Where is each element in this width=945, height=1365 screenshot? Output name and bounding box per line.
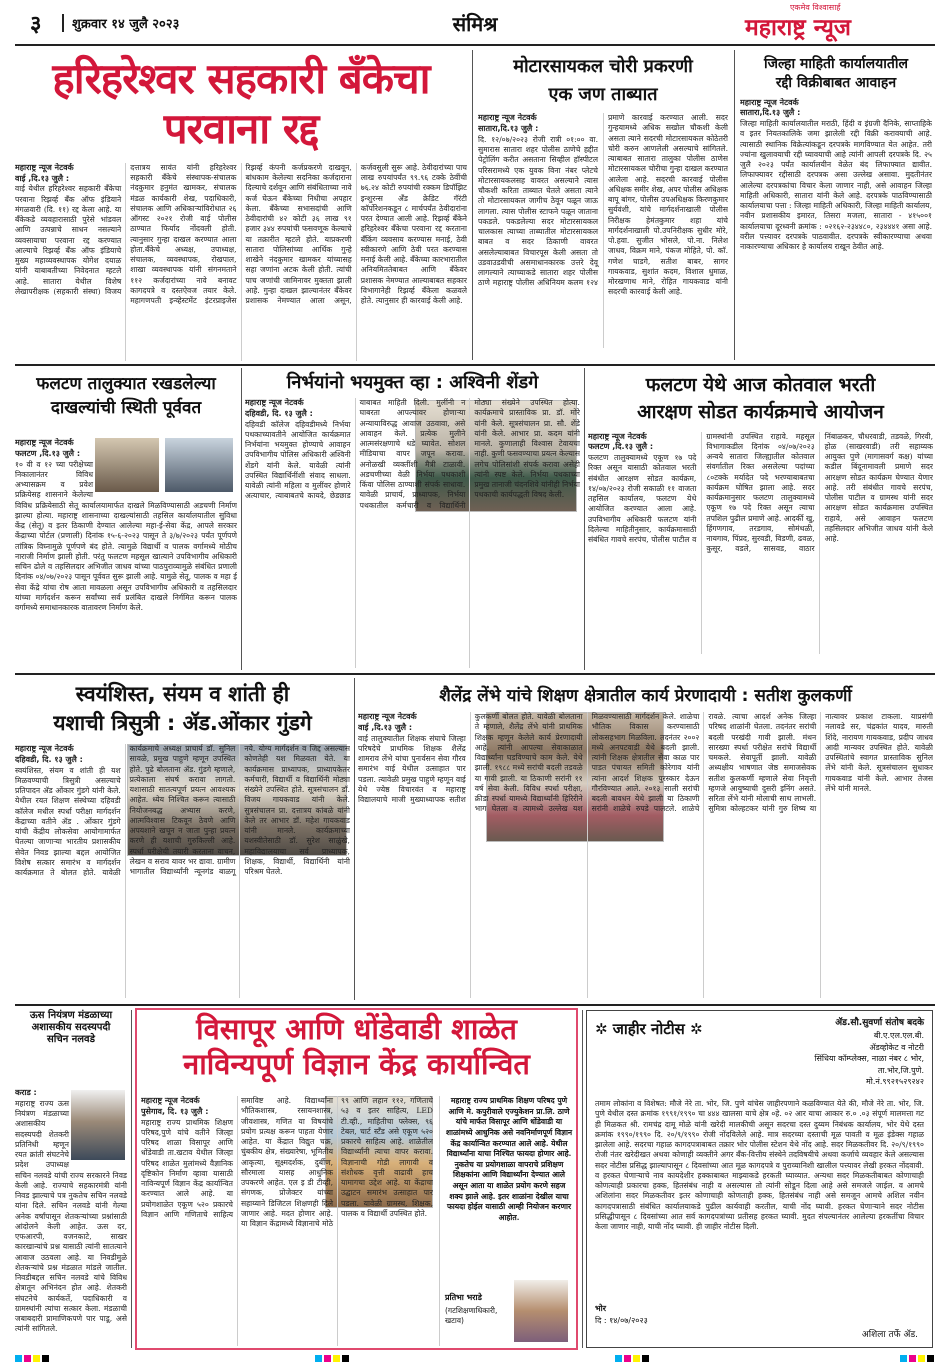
sugarcane-body bbox=[15, 1088, 127, 1346]
motorcycle-text: दि. १२/०७/२०२३ रोजी रात्री ०१:०० वा. सुमारास सातारा शहर पोलीस ठाणेचे हद्दीत पेट्रोलिंग करीत असताना सिव्हील हॉस्पीटल परिसरामध्ये एक युवक विना नंबर प्लेटचे मोटारसायकलसह वावरत असल्याने त्यास चौकशी करिता ताब्यात घेतले असता त्याने तो मोटारसायकल जागीच ठेवून पळून जाऊ लागला. त्यास पोलीस स्टाफने पळून जाताना पकडले. पकडलेल्या सदर मोटारसायकल चालकास त्याच्या ताब्यातील मोटारसायकल बाबत व सदर ठिकाणी वावरत असलेल्याबाबत विचारपूस केली असता तो उडवाउडवीची असमाधानकारक उत्तरे देवू लागल्याने त्याच्याकडे सातारा शहर पोलीस ठाणे महाराष्ट्र पोलीस अधिनियम कलम १२४ प्रमाणे कारवाई करण्यात आली. सदर गुन्हयामध्ये अधिक सखोल चौकशी केली असता त्याने सदरची मोटारसायकल कोठेतरी चोरी करुन आणलेली असल्याचे सांगितले. त्याबाबत सातारा तालुका पोलीस ठाणेस मोटारसायकल चोरीचा गुन्हा दाखल करण्यात आलेला आहे. सदरची कारवाई पोलीस अधिक्षक समीर शेख, अपर पोलीस अधिक्षक बापू बांगर, पोलीस उपअधिक्षक किरणकुमार सुर्यवंशी, यांचे मार्गदर्शनाखाली पोलीस निरीक्षक हेमंतकुमार शहा यांचे मार्गदर्शनाखाली पो.उपनिरीक्षक सुधीर मोरे, पो.हवा. सुजीत भोसले, पो.ना. निलेश जाधव, विक्रम माने, पंकज मोहिते, पो. कॉ. गणेश घाडगे, सतीश बाबर, सागर गायकवाड, सुशांत कदम, विशाल धुमाळ, मोरखणाथ माने, रोहित गायकवाड यांनी सदरची कारवाई केली आहे. bbox=[478, 113, 728, 297]
sugarcane-dateline: कराड : bbox=[15, 1088, 37, 1097]
kotwal-headline-2: आरक्षण सोडत कार्यक्रमाचे आयोजन bbox=[637, 400, 884, 423]
district-byline: महाराष्ट्र न्यूज नेटवर्क bbox=[740, 97, 799, 107]
motorcycle-headline-1: मोटारसायकल चोरी प्रकरणी bbox=[513, 56, 693, 77]
nirbhaya-byline: महाराष्ट्र न्यूज नेटवर्क bbox=[245, 398, 304, 407]
notice-mobile: मो.नं.९९२१५२९२४२ bbox=[866, 1077, 924, 1087]
article-sugarcane bbox=[15, 1010, 127, 1348]
kotwal-text: फलटण तालुक्यामध्ये एकूण १७ पदे रिक्त असून यासाठी कोतवाल भरती संबंधीत आरक्षण सोडत कार्यक्रम, १४/०७/२०२३ रोजी सकाळी ११ वाजता तहसिल कार्यालय, फलटण येथे आयोजित करण्यात आला आहे. उपविभागीय अधिकारी फलटण यांनी दिलेल्या माहितीनुसार, कार्यक्रमासाठी संबंधित गावचे सरपंच, पोलीस पाटील व ग्रामस्थांनी उपस्थित राहावे. महसूल विभागाकडील दिनांक ०४/०७/२०२३ अन्वये सातारा जिल्ह्यातील कोतवाल संवर्गातील रिक्त असलेल्या पदांच्या ८०टक्के मर्यादेत पदे भरण्याबाबतचा कार्यक्रम घोषित झाला आहे. सदर कार्यक्रमानुसार फलटण तालुक्यामध्ये एकूण १७ पदे रिक्त असून त्याचा तपशिल पुढील प्रमाणे आहे. आदर्की खु, हिंगणगाव, तरडगाव, सोमंथळी, नायगाव, पिंप्रद, सुरवडी, विडणी, ढवळ, कुसूर, वडले, सासवड, वाठार निंबाळकर, चौधरवाडी, तडवळे, गिरवी, होळ (साखरवाडी) तरी सहाय्यक आयुक्त पुणे (मागासवर्ग कक्ष) यांच्या कडील बिंदूनामावली प्रमाणे सदर आरक्षण सोडत कार्यक्रम घेण्यात येणार आहे. तरी संबंधीत गावचे सरपंच, पोलीस पाटील व ग्रामस्थ यांनी सदर आरक्षण सोडत कार्यक्रमास उपस्थित राहावे, असे आवाहन फलटण तहसिलदार अभिजीत जाधव यांनी केले आहे. bbox=[588, 431, 933, 554]
quote-caption-name: प्रतिभा भराडे bbox=[445, 1293, 482, 1302]
shailendra-body bbox=[358, 712, 933, 998]
article-selfdiscipline bbox=[15, 678, 350, 1000]
quote-caption-role: (गटशिक्षणाधिकारी, खटाव) bbox=[445, 1306, 498, 1325]
phaltan-doc-body bbox=[15, 438, 237, 668]
visapur-dateline: पुसेगाव, दि. १३ जुलै : bbox=[141, 1106, 209, 1116]
article-shailendra bbox=[358, 678, 933, 1000]
article-kotwal bbox=[588, 368, 933, 670]
phaltan-doc-text: १० वी व १२ च्या परीक्षेच्या निकालानंतर विविध अभ्यासक्रम व प्रवेश प्रक्रियेसह शासनाने केलेल्या विविध प्रक्रियेसाठी सेतू कार्यालयामार्फत दाखले मिळविण्यासाठी अडचणी निर्माण झाल्या होत्या. महाराष्ट्र शासनाच्या दाखल्यांसाठी तहसिल कार्यालयातील सुविधा केंद्र (सेतू) व इतर ठिकाणी देण्यात आलेल्या महा-ई-सेवा केंद्र, आपले सरकार केंद्राच्या पोर्टल (प्रणाली) दिनांक १५-६-२०२३ पासून ते ३/७/२०२३ पर्यंत पूर्णपणे तांत्रिक विघ्नामुळे पूर्णपणे बंद होते. त्यामुळे विद्यार्थी व पालक वर्गामध्ये मोठीच नाराजी निर्माण झाली होती. परंतु फलटण महसूल खात्याने उपविभागीय अधिकारी सचिन ढोले व तहसिलदार अभिजीत जाधव यांच्या पाठपुराव्यामुळे संबंधित प्रणाली दिनांक ०४/०७/२०२३ पासून पूर्ववत सुरू झाली आहे. यामुळे सेतू, पालक व महा ई सेवा केंद्रे यांचा रोष आता मावळला असून उपविभागीय अधिकारी व तहसिलदार यांच्या मार्गदर्शन करून सर्वांच्या सर्व प्रलंबित दाखले निर्गमित करून पालक वर्गामध्ये समाधानकारक वातावरण निर्माण केले. bbox=[15, 459, 237, 613]
notice-advocate-role: ॲडव्होकेट व नोटरी bbox=[869, 1042, 924, 1052]
page-header bbox=[0, 0, 945, 46]
visapur-byline: महाराष्ट्र न्यूज नेटवर्क bbox=[141, 1096, 200, 1105]
motorcycle-byline: महाराष्ट्र न्यूज नेटवर्क bbox=[478, 113, 537, 123]
bank-body bbox=[15, 163, 467, 361]
notice-title: ✲ जाहीर नोटीस ✲ bbox=[595, 1020, 703, 1038]
district-headline-1: जिल्हा माहिती कार्यालयातील bbox=[764, 56, 908, 72]
header-rule bbox=[15, 44, 935, 46]
kotwal-byline: महाराष्ट्र न्यूज नेटवर्क bbox=[588, 431, 647, 441]
visapur-quote-box bbox=[439, 1096, 573, 1346]
motorcycle-body bbox=[478, 113, 728, 348]
notice-body: तमाम लोकांना व विशेषत: मौजे नेरे ता. भोर, जि. पुणे यांचेस जाहीरपणाने कळविण्यात येते की, मौजे नेरे ता. भोर, जि. पुणे येथील दस्त क्रमांक १९९१/१९९० चा ४४४ खालसा याचे क्षेत्र ०हे. ०२ आर याचा आकार रु.० .०३ संपूर्ण मालमत्ता गट ही मिळकत श्री. रामचंद्र दामू मोळे यांनी खरेदी मालकीची असून सदरचा दस्त दुय्यम निबंधक कार्यालय, भोर येथे दस्त क्रमांक १९९०/१९९० दि. २०/९/१९९० रोजी नोंदविलेले आहे. मात्र सदरच्या दस्ताची मूळ पावती व मूळ इंडेक्स गहाळ झालेला आहे. सदरचा गहाळ कागदपत्राबाबत तक्रार भोर पोलीस स्टेशन येथे नोंद आहे. सदर मिळकतीवर दि. २०/९/१९९० रोजी नंतर खरेदीखत अथवा कोणाही व्यक्तीने अगर बँक-वित्तीय संस्थेने तदविषयीचे अथवा कर्जाचे व्यवहार केले असल्यास सदर नोटीस प्रसिद्ध झाल्यापासून ८ दिवसांच्या आत मूळ कागदपत्रे व पुराव्यानिशी खालील पत्त्यावर लेखी हरकत नोंदवावी. व हरकत घेणाऱ्याचे नाव कायदेशीर हक्काबाबत माझ्याकडे हरकती घ्याव्यात. अन्यथा सदर मिळकतीबाबत कोणाचाही कोणत्याही प्रकारचा हक्क, हितसंबंध नाही व असल्यास तो त्यांनी सोडून दिला आहे असे समजले जाईल. व आमचे अशिलांना सदर मिळकतीवर इतर कोणाचाही कोणताही हक्क, हितसंबंध नाही असे समजून आमचे अशिल नवीन कागदपत्रासाठी संबंधित कार्यालयाकडे पुढील कार्यवाही करतील, याची नोंद घ्यावी. हरकत घेणाऱ्याने सदर नोटीस प्रसिद्धीपासून ८ दिवसांच्या आत सर्व कागदपत्रांच्या प्रतीसह हरकत घ्यावी. मुदत संपल्यानंतर आलेल्या हरकतींचा विचार केला जाणार नाही, याची नोंद घ्यावी. ही जाहीर नोटीस दिली. bbox=[595, 1099, 924, 1231]
registration-strip bbox=[15, 1355, 935, 1363]
phaltan-doc-byline: महाराष्ट्र न्यूज नेटवर्क bbox=[15, 438, 74, 447]
phaltan-doc-dateline: फलटण ,दि.१३ जुलै : bbox=[15, 448, 81, 458]
nirbhaya-text: दहिवडी कॉलेज दहिवडीमध्ये निर्भया पथकाच्यावतीने आयोजित कार्यक्रमात निर्भयांना भयमुक्त होण्याचे आवाहन उपविभागीय पोलिस अधिकारी अश्विनी शेंडगे यांनी केले. यावेळी त्यांनी उपस्थित विद्यार्थिनींशी संवाद साधला. यावेळी त्यांनी महिला व मुलींवर होणारे अत्याचार, त्याबाबतचे कायदे, छेडछाड याबाबत माहिती दिली. मुलींनी न घाबरता आपल्यावर होणाऱ्या अन्यायाविरुद्ध आवाज उठवावा, असे आवाहन केले. प्रत्येक मुलीने आत्मसंरक्षणाचे धडे घ्यावेत. सोशल मीडियाचा वापर जपून करावा. अनोळखी व्यक्तींशी मैत्री टाळावी. अडचणीच्या वेळी निर्भया पथकाशी किंवा पोलिस ठाण्याशी संपर्क साधावा. यावेळी प्राचार्य, प्राध्यापक, निर्भया पथकातील कर्मचारी व विद्यार्थिनी मोठ्या संख्येने उपस्थित होत्या. कार्यक्रमाचे प्रास्ताविक प्रा. डॉ. मोरे यांनी केले. सूत्रसंचालन प्रा. सौ. शेंडे यांनी केले. आभार प्रा. कदम यांनी मानले. कुणालाही विश्वास टेवायचा नाही. कुणी फसवण्याचा प्रयत्न केल्यास लगेच पोलिसांशी संपर्क करावा असेही त्यांनी स्पष्ट केले. निर्भया पथकाच्या प्रमुख तानाजी चंदनशिवे यांनीही निर्भया पथकाची कार्यपद्धती विषद केली. bbox=[245, 398, 580, 510]
sugarcane-headline-2: अशासकीय सदस्यपदी bbox=[31, 1022, 111, 1033]
masthead-logo: महाराष्ट्र न्यूज bbox=[745, 15, 851, 41]
selfdiscipline-text: स्वयंशिस्त, संयम व शांती ही यश मिळवण्याची त्रिसुत्री असल्याचे प्रतिपादन ॲड ओंकार गुंडगे यांनी केले. येथील रयत शिक्षण संस्थेच्या दहिवडी कॉलेज मधील स्पर्धा परीक्षा मार्गदर्शन केंद्राच्या वतीने ॲड . ओंकार गुंडगे यांची केंद्रीय लोकसेवा आयोगामार्फत घेतल्या जाणाऱ्या भारतीय प्रशासकीय सेवेत निवड झाल्या बद्दल आयोजित विशेष सत्कार समारंभ व मार्गदर्शन कार्यक्रमात ते बोलत होते. यावेळी कार्यक्रमाचे अध्यक्ष प्राचार्य डॉ. सुनिल सावळे, प्रमुख पाहुणे म्हणून उपस्थित होते. पुढे बोलताना ॲड. गुंडगे म्हणाले, प्रत्येकाला संघर्ष करावा लागतो. यशासाठी सातत्यपूर्ण प्रयत्न आवश्यक आहेत. ध्येय निश्चित करून त्यासाठी नियोजनबद्ध अभ्यास करणे, आत्मविश्वास टिकवून ठेवणे आणि अपयशाने खचून न जाता पुन्हा प्रयत्न करणे ही यशाची गुरुकिल्ली आहे. स्पर्धा परीक्षेची तयारी करताना वाचन, लेखन व सराव यावर भर द्यावा. ग्रामीण भागातील विद्यार्थ्यांनी न्यूनगंड बाळगू नये. योग्य मार्गदर्शन व जिद्द असल्यास कोणतेही यश मिळवता येते. या कार्यक्रमास प्राध्यापक, प्राध्यापकेतर कर्मचारी, विद्यार्थी व विद्यार्थिनी मोठ्या संख्येने उपस्थित होते. सूत्रसंचालन डॉ. विजय गायकवाड यांनी केले. सुत्रसंचालन प्रा. दत्तात्रय कांबळे यांनी केले तर आभार डॉ. महेश गायकवाड यांनी मानले. कार्यक्रमाच्या यशस्वीतेसाठी डॉ. सुरेश साळुंखे, महाविद्यालयाचा सर्व प्राध्यापक, शिक्षक, विद्यार्थी, विद्यार्थिनी यांनी परिश्रम घेतले. bbox=[15, 744, 350, 878]
kotwal-headline-1: फलटण येथे आज कोतवाल भरती bbox=[645, 374, 876, 396]
notice-signature: अशिला तर्फे ॲड. bbox=[861, 1330, 918, 1340]
visapur-quote-text: महाराष्ट्र राज्य प्राथमिक शिक्षण परिषद पुणे आणि मे. कपुरीवाले एज्युकेशन प्रा.लि. ठाणे यांचे मार्फत विसापूर आणि धोंडेवाडी या शाळांमध्ये आधुनिक असे नवनिर्माणपूर्ण विज्ञान केंद्र कार्यान्वित करण्यात आले आहे. येथील विद्यार्थ्यांना याचा निश्चित फायदा होणार आहे. नुकतेच या प्रयोगशाळा वापराचे प्रशिक्षण शिक्षकांना आणि विद्यार्थ्यांना देण्यात आले असून आता या शाळेत प्रयोग करणे सहज शक्य झाले आहे. इतर शाळांना देखील याचा फायदा होईल यासाठी आम्ही नियोजन करणार आहोत. bbox=[445, 1096, 573, 1222]
kotwal-body bbox=[588, 432, 933, 654]
selfdiscipline-byline: महाराष्ट्र न्यूज नेटवर्क bbox=[15, 744, 74, 753]
bank-dateline: वाई ,दि.१३ जुलै : bbox=[15, 173, 70, 183]
sugarcane-headline-3: सचिन नलवडे bbox=[47, 1034, 95, 1045]
shailendra-text: वाई तालुक्यातील शिक्षक संघाचे जिल्हा परिषदेचे प्राथमिक शिक्षक शैलेंद्र शामराव लेंभे यांचा पुनःर्वसन सेवा गौरव समारंभ वाई येथील उत्साहात पार पडला. त्यावेळी प्रमुख पाहुणे म्हणून वाई येथे ज्येष्ठ विचारवंत व महाराष्ट्र विद्यालयाचे माजी मुख्याध्यापक सतीश कुलकर्णी बोलत होते. यावेळी बोलताना ते म्हणाले, शैलेंद्र लेंभे यांनी प्राथमिक शिक्षक म्हणून केलेले कार्य प्रेरणादायी आहे. त्यांनी आपल्या सेवाकाळात विद्यार्थ्यांना घडविण्याचे काम केले. येथे झाली. १९८८ मध्ये सरांची बदली तडवळे या गावी झाली. या ठिकाणी सरांनी ११ वर्ष सेवा केली. विविध स्पर्धा परीक्षा, क्रीडा स्पर्धा यामध्ये विद्यार्थ्यांनी हिरिरीने भाग घेतला व त्यामध्ये उल्लेख यश मिळवण्यासाठी मार्गदर्शन केले. शाळेचा भौतिक विकास करण्यासाठी लोकसहभाग मिळविला. तदनंतर २००२ मध्ये अनपटवाडी येथे बदली झाली. त्यांनी शिक्षक क्षेत्रातील सेवा काळ पार पाडत पंचायत समिती कोरेगाव यांनी त्यांना आदर्श शिक्षक पुरस्कार देऊन गौरविण्यात आले. २०१३ साली सरांची बदली बावधन येथे झाली या ठिकाणी सरांनी शाळेचे रुपडे पालटले. शाळेचे रावळे. त्याचा आदर्श अनेक जिल्हा परिषद शाळांनी घेतला. तदनंतर सरांची बदली परखंदी गावी झाली. मंथन सारख्या स्पर्धा परीक्षेत सरांचे विद्यार्थी चमकले. सेवापूर्ती झाली. यावेळी अध्यक्षीय भाषणात जेष्ठ समाजसेवक सतीश कुलकर्णी म्हणाले सेवा निवृत्ती म्हणजे आयुष्याची दुसरी इनिंग असते. सरिता लेंभे यांनी मोलाची साथ लाभली. सुमित्रा कोल्हटकर यांनी गुरु शिष्य या नात्यावर प्रकाश टाकला. याप्रसंगी नलावडे सर, चंद्रकांत यादव, मारुती शिंदे, नारायण गायकवाड, प्रदीप जाधव आदी मान्यवर उपस्थित होते. यावेळी उपस्थितांचे स्वागत प्रास्ताविक सुनिल लेंभे यांनी केले. सूत्रसंचालन सुधाकर गायकवाड यांनी केले. आभार तेजस लेंभे यांनी मानले. bbox=[358, 712, 933, 814]
kotwal-dateline: फलटण ,दि.१३ जुलै : bbox=[588, 442, 654, 452]
article-phaltan-doc bbox=[15, 368, 237, 670]
visapur-headline-2: नाविन्यपूर्ण विज्ञान केंद्र कार्यान्वित bbox=[183, 1046, 530, 1081]
article-visapur bbox=[135, 1008, 578, 1350]
article-bank bbox=[15, 50, 467, 360]
bank-byline: महाराष्ट्र न्यूज नेटवर्क bbox=[15, 162, 74, 172]
notice-advocate-degree: बी.ए.एल.एल.बी. bbox=[873, 1031, 924, 1041]
nirbhaya-headline: निर्भयांनो भयमुक्त व्हा : अश्विनी शेंडगे bbox=[286, 372, 539, 393]
visapur-headline-1: विसापूर आणि धोंडेवाडी शाळेत bbox=[196, 1012, 517, 1046]
sugarcane-text: महाराष्ट्र राज्य ऊस नियंत्रण मंडळाच्या अशासकीय सदस्यपदी शेतकरी प्रतिनिधी म्हणून रयत क्रांती संघटनेचे प्रदेश उपाध्यक्ष सचिन नलवडे यांची राज्य सरकारने निवड केली आहे. राज्याचे सहकारमंत्री यांनी निवड झाल्याचे पत्र नुकतेच सचिन नलवडे यांना दिले. सचिन नलवडे यांनी गेल्या अनेक वर्षांपासून शेतकऱ्यांच्या प्रश्नांसाठी आंदोलने केली आहेत. ऊस दर, एफआरपी, वजनकाटे, साखर कारखान्यांचे प्रश्न यासाठी त्यांनी सातत्याने आवाज उठवला आहे. या निवडीमुळे शेतकऱ्यांचे प्रश्न मंडळात मांडले जातील. निवडीबद्दल सचिन नलवडे यांचे विविध क्षेत्रातून अभिनंदन होत आहे. शेतकरी संघटनेचे कार्यकर्ते, पदाधिकारी व ग्रामस्थांनी त्यांचा सत्कार केला. मंडळाची जबाबदारी प्रामाणिकपणे पार पाडू, असे त्यांनी सांगितले. bbox=[15, 1098, 127, 1334]
section-title: संमिश्र bbox=[452, 12, 498, 36]
header-date: शुक्रवार १४ जुलै २०२३ bbox=[62, 14, 179, 32]
shailendra-byline: महाराष्ट्र न्यूज नेटवर्क bbox=[358, 712, 417, 721]
selfdiscipline-headline-1: स्वयंशिस्त, संयम व शांती ही bbox=[75, 682, 290, 706]
article-district bbox=[740, 50, 932, 360]
notice-address-1: सिंधिया कॉम्प्लेक्स, नाळा नंबर ८ भोर, bbox=[814, 1054, 924, 1064]
notice-advocate-block bbox=[814, 1017, 924, 1088]
notice-address-2: ता.भोर,जि.पुणे. bbox=[877, 1065, 924, 1075]
public-notice bbox=[586, 1010, 933, 1348]
district-text: जिल्हा माहिती कार्यालयातील मराठी, हिंदी व इंग्रजी दैनिके, साप्ताहिके व इतर नियतकालिके जमा झालेली रद्दी विक्री करावयाची आहे. त्यासाठी स्थानिक विक्रेत्यांकडून दरपत्रके मागविण्यात येत आहेत. तरी ज्यांना खुलावयाची रद्दी घ्यावयाची आहे त्यांनी आपली दरपत्रके दि. २५ जुलै २०२३ पर्यंत कार्यालयीन वेळेत बंद लिफाफ्यात द्यावीत. लिफाफ्यावर रद्दीसाठी दरपत्रक असा उल्लेख असावा. मुदतीनंतर आलेल्या दरपत्रकांचा विचार केला जाणार नाही, असे आवाहन जिल्हा माहिती अधिकारी, सातारा यांनी केले आहे. दरपत्रके पाठविण्यासाठी कार्यालयाचा पत्ता : जिल्हा माहिती अधिकारी, जिल्हा माहिती कार्यालय, नवीन प्रशासकीय इमारत, तिसरा मजला, सातारा - ४१५००१ कार्यालयाचा दूरध्वनी क्रमांक : ०२१६२-२३४४८०, २३४४४१ असा आहे. वरील पत्त्यावर दरपत्रके पाठवावीत. दरपत्रके स्वीकारण्याचा अथवा नाकारण्याचा अधिकार हे कार्यालय राखून ठेवीत आहे. bbox=[740, 119, 932, 252]
notice-advocate-name: ॲड.सौ.सुवर्णा संतोष बदके bbox=[835, 1018, 924, 1028]
nirbhaya-body bbox=[245, 398, 580, 668]
page-number: ३ bbox=[30, 12, 42, 37]
pratibha-bharade-photo bbox=[514, 1280, 568, 1342]
district-headline-2: रद्दी विक्रीबाबत आवाहन bbox=[775, 74, 897, 91]
masthead-tagline: एकमेव विश्वासार्ह bbox=[790, 3, 841, 12]
bank-text: वाई येथील हरिहरेश्वर सहकारी बँकेचा परवाना रिझर्व्ह बँक ऑफ इंडियाने मंगळवारी (दि. ११) रद्द केला आहे. या बँकेकडे व्यवहारासाठी पुरेसे भांडवल आणि उत्पन्नाचे साधन नसल्याने व्यवसायाचा परवाना रद्द करण्यात आल्याचे रिझर्व्ह बँक ऑफ इंडियाचे मुख्य महाव्यवस्थापक योगेश दयाळ यांनी याबाबतीच्या निवेदनात म्हटले आहे. सातारा येथील विशेष लेखापरीक्षक (सहकारी संस्था) विजय दत्तात्रय सावंत यांनी हरिहरेश्वर सहकारी बँकेचे संस्थापक-संचालक नंदकुमार हनुमंत खामकर, संचालक मंडळ कार्यकारी शेख, पदाधिकारी, संचालक आणि अधिकाऱ्यांविरोधात २६ ऑगस्ट २०२१ रोजी वाई पोलीस ठाण्यात फिर्याद नोंदवली होती. त्यानुसार गुन्हा दाखल करण्यात आला होता.बँकेचे अध्यक्ष, उपाध्यक्ष, संचालक, व्यवस्थापक, रोखपाल, शाखा व्यवस्थापक यांनी संगनमताने ११२ कर्जदारांच्या नावे बनावट कागदपत्रे व दस्तऐवज तयार केले. महागणपती इन्व्हेस्टमेंट इंटरप्राइजेस रिझर्व्ह कंपनी कर्जप्रकरणे दाखवून, बांधकाम केलेल्या सदनिका कर्जदाराना दिल्याचे दर्शवून आणि संबंधिताच्या नावे कर्ज घेऊन बँकेच्या निधीचा अपहार केला. बँकेच्या सभासदांची आणि ठेवीदारांची ४२ कोटी ३६ लाख ९१ हजार ३४४ रुपयांची फसवणूक केल्याचे या तक्रारीत म्हटले होते. याप्रकरणी सातारा पोलिसांच्या आर्थिक गुन्हे शाखेने नंदकुमार खामकर यांच्यासह सहा जणांना अटक केली होती. त्यांची पाच जणांची जामिनावर मुक्तता झाली आहे. गुन्हा दाखल झाल्यानंतर बँकेवर प्रशासक नेमण्यात आला असून, कर्जवसुली सुरू आहे. ठेवीदारांच्या पाच लाख रुपयांपर्यंत ९९.९६ टक्के ठेवींची ७६.२४ कोटी रुपयांची रक्कम डिपॉझिट इन्शुरन्स अँड क्रेडिट गॅरंटी कॉर्पोरेशनकडून ८ मार्चपर्यंत ठेवीदारांना परत देण्यात आली आहे. रिझर्व्ह बँकेने हरिहरेश्वर बँकेचा परवाना रद्द करताना बँकिंग व्यवसाय करण्यास मनाई, ठेवी स्वीकारणे आणि ठेवी परत करण्यास मनाई केली आहे. बँकेच्या कारभारातील अनियमिततेबाबत आणि बँकेवर प्रशासक नेमण्यात आल्याबाबत सहकार विभागानेही रिझर्व्ह बँकेला कळवले होते. त्यानुसार ही कारवाई केली आहे. bbox=[15, 162, 467, 306]
visapur-text: महाराष्ट्र राज्य प्राथमिक शिक्षण परिषद,पुणे यांचे वतीने जिल्हा परिषद शाळा विसापूर आणि धोंडेवाडी ता.खटाव येथील जिल्हा परिषद शाळेत मुलांमध्ये वैज्ञानिक दृष्टिकोन निर्माण व्हावा यासाठी नाविन्यपूर्ण विज्ञान केंद्र कार्यान्वित करण्यात आले आहे. या प्रयोगशाळेत एकूण ५२० प्रकारचे विज्ञान आणि गणिताचे साहित्य समाविष्ट आहे. विद्यार्थ्यांना भौतिकशास्त्र, रसायनशास्त्र, जीवशास्त्र, गणित या विषयांचे प्रयोग प्रत्यक्ष करून पाहता येणार आहेत. या केंद्रात विद्युत चक्र, चुंबकीय क्षेत्र, संख्यारेषा, भूमितीय आकृत्या, सूक्ष्मदर्शक, दुर्बीण, सौरमाला यासह आधुनिक उपकरणे आहेत. एल इ डी टीव्ही, संगणक, प्रोजेक्टर यांच्या सहाय्याने डिजिटल शिक्षणही दिले जाणार आहे. मदत होणार आहे. या विज्ञान केंद्रामध्ये विज्ञानाचे मोठे ९९ आणि लहान ११२, गणिताचे ५३ व इतर साहित्य, LED टी.व्ही., माहितीचा फ्लेक्स, ९६ टेबल, चार्ट स्टँड असे एकूण ५२० प्रकारचे साहित्य आहे. शाळेतील विद्यार्थ्यांनी त्याचा वापर करावा. विज्ञानाची गोडी लागावी व संशोधक वृत्ती वाढावी हाच यामागचा उद्देश आहे. या केंद्राचा उद्घाटन समारंभ उत्साहात पार पडला. यावेळी ग्रामस्थ, शिक्षक, पालक व विद्यार्थी उपस्थित होते. bbox=[141, 1096, 433, 1228]
notice-date: दि : १४/०७/२०२३ bbox=[595, 1316, 648, 1325]
bank-headline-2: परवाना रद्द bbox=[163, 104, 319, 154]
selfdiscipline-body bbox=[15, 744, 350, 998]
selfdiscipline-headline-2: यशाची त्रिसुत्री : ॲड.ओंकार गुंडगे bbox=[53, 711, 312, 736]
phaltan-doc-headline-2: दाखल्यांची स्थिती पूर्ववत bbox=[50, 398, 202, 419]
district-body bbox=[740, 98, 932, 348]
nirbhaya-dateline: दहिवडी, दि. १३ जुलै : bbox=[245, 408, 313, 418]
selfdiscipline-dateline: दहिवडी, दि. १३ जुलै : bbox=[15, 754, 83, 764]
article-motorcycle bbox=[478, 50, 728, 360]
article-nirbhaya bbox=[245, 368, 580, 670]
district-dateline: सातारा,दि.१३ जुलै : bbox=[740, 108, 801, 118]
shailendra-dateline: वाई ,दि.१३ जुलै : bbox=[358, 722, 413, 732]
bank-headline-1: हरिहरेश्वर सहकारी बँकेचा bbox=[52, 54, 430, 103]
motorcycle-dateline: सातारा,दि.१३ जुलै : bbox=[478, 123, 539, 133]
notice-place: भोर bbox=[595, 1304, 606, 1313]
phaltan-doc-headline-1: फलटण तालुक्यात रखडलेल्या bbox=[36, 374, 216, 394]
motorcycle-headline-2: एक जण ताब्यात bbox=[548, 83, 658, 105]
visapur-body bbox=[141, 1096, 433, 1346]
sugarcane-headline-1: ऊस नियंत्रण मंडळाच्या bbox=[29, 1010, 113, 1021]
shailendra-headline: शैलेंद्र लेंभे यांचे शिक्षण क्षेत्रातील कार्य प्रेरणादायी : सतीश कुलकर्णी bbox=[439, 686, 852, 706]
